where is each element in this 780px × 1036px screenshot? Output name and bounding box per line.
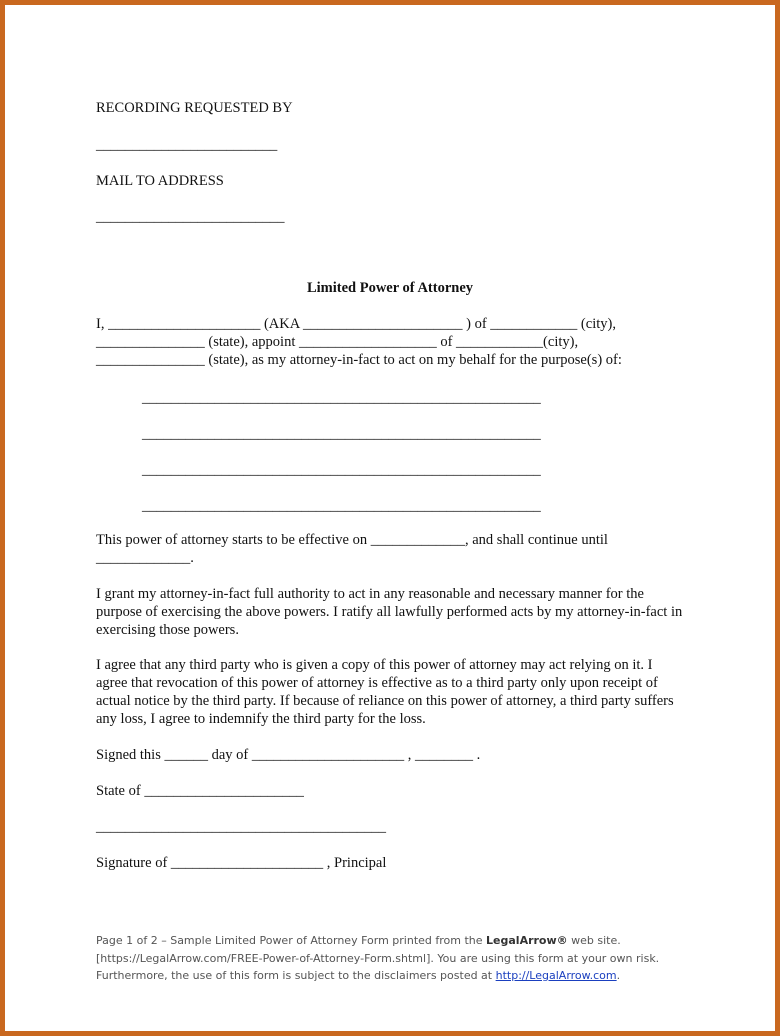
effective-line-1: This power of attorney starts to be effective on _____________, and shall continue until <box>96 532 608 548</box>
purpose-line-4: _______________________________________________________ <box>142 498 541 514</box>
footer-line-3 <box>96 967 696 985</box>
purpose-line-2: _______________________________________________________ <box>142 426 541 442</box>
signed-date-line: Signed this ______ day of _____________________ , ________ . <box>96 747 481 763</box>
intro-line-1: I, _____________________ (AKA ______________________ ) of ____________ (city), <box>96 316 616 332</box>
recording-requested-label: RECORDING REQUESTED BY <box>96 100 293 116</box>
footer-line-3-suffix: . <box>616 969 621 982</box>
brand-name: LegalArrow® <box>486 934 568 947</box>
authority-paragraph: I grant my attorney-in-fact full authority to act in any reasonable and necessary manner for the purpose of exercising the above powers. I ratify all lawfully performed acts by my attorney-in-fact in exercising those powers. <box>96 586 683 638</box>
mail-to-label: MAIL TO ADDRESS <box>96 173 224 189</box>
footer-line-3-prefix: Furthermore, the use of this form is subject to the disclaimers posted at <box>96 969 496 982</box>
state-of-line: State of ______________________ <box>96 783 304 799</box>
page-footer <box>96 932 696 985</box>
intro-line-3: _______________ (state), as my attorney-in-fact to act on my behalf for the purpose(s) of: <box>96 352 622 368</box>
purpose-line-3: _______________________________________________________ <box>142 462 541 478</box>
recording-requested-line: _________________________ <box>96 137 278 153</box>
document-title: Limited Power of Attorney <box>306 280 474 296</box>
document-page <box>6 6 774 1030</box>
principal-signature-line: Signature of _____________________ , Principal <box>96 855 387 871</box>
third-party-paragraph: I agree that any third party who is given a copy of this power of attorney may act relying on it. I agree that revocation of this power of attorney is effective as to a third party only upon receipt of actual notice by the third party. If because of reliance on this power of attorney, a third party suffers any loss, I agree to indemnify the third party for the loss. <box>96 657 674 727</box>
intro-line-2: _______________ (state), appoint ___________________ of ____________(city), <box>96 334 579 350</box>
footer-line-1-suffix: web site. <box>567 934 621 947</box>
footer-line-1 <box>96 932 696 950</box>
blank-signature-line: ________________________________________ <box>96 819 386 835</box>
mail-to-line: __________________________ <box>96 209 285 225</box>
footer-line-2: [https://LegalArrow.com/FREE-Power-of-Attorney-Form.shtml]. You are using this form at your own risk. <box>96 951 660 965</box>
footer-line-1-prefix: Page 1 of 2 – Sample Limited Power of Attorney Form printed from the <box>96 934 487 947</box>
legalarrow-link[interactable]: http://LegalArrow.com <box>495 969 617 982</box>
effective-line-2: _____________. <box>96 550 194 566</box>
purpose-line-1: _______________________________________________________ <box>142 390 541 406</box>
